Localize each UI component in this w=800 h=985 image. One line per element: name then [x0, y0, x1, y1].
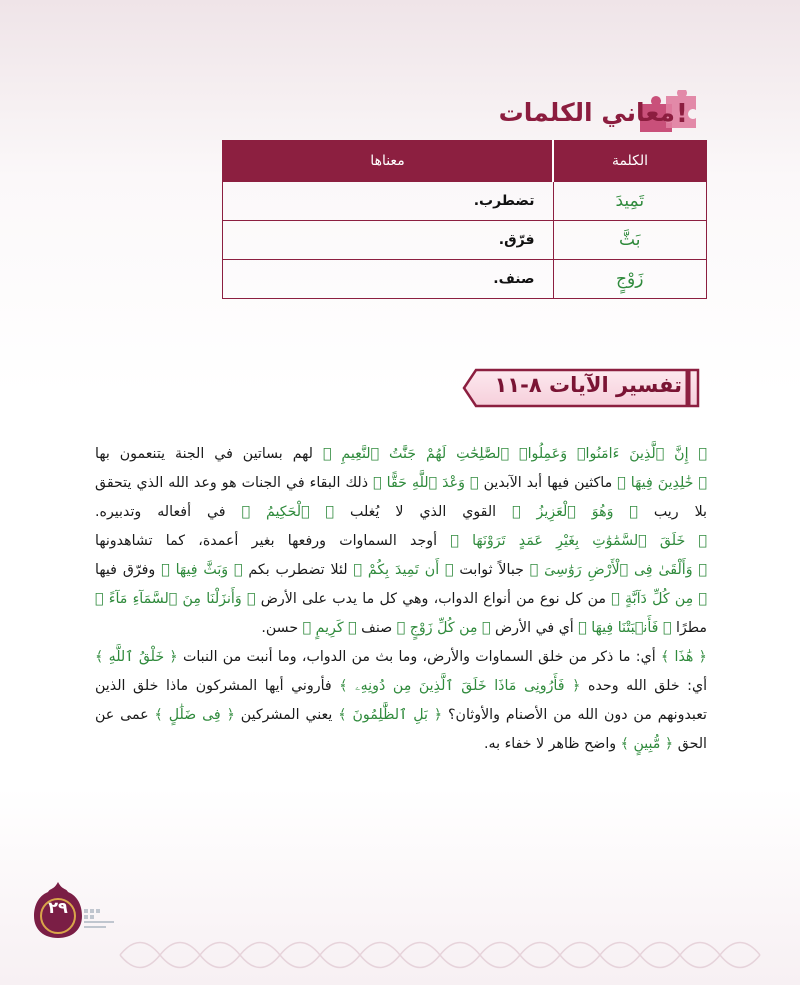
- quran-verse: ﴿ وَأَلْقَىٰ فِى ٱلْأَرْضِ رَوَٰسِىَ ﴾: [529, 562, 708, 578]
- explanation-text: وفرّق فيها: [95, 562, 162, 578]
- explanation-text: ماكثين فيها أبد الآبدين: [478, 475, 618, 491]
- word-cell: بَثَّ: [553, 221, 707, 260]
- explanation-text: أوجد السماوات ورفعها بغير أعمدة، كما تشاهدونها: [95, 533, 451, 549]
- quran-verse: ﴿ كَرِيمٍ ﴾: [302, 620, 357, 636]
- paragraph-2: [95, 643, 707, 759]
- meaning-cell: صنف.: [223, 260, 554, 299]
- explanation-text: عمى عن الحق: [95, 707, 707, 752]
- tafsir-section-title: تفسير الآيات ٨-١١: [494, 373, 682, 397]
- table-header-row: [223, 141, 707, 182]
- column-header-meaning: معناها: [223, 141, 554, 182]
- decorative-ornament: [0, 925, 800, 985]
- quran-verse: ﴿ مِن كُلِّ دَآبَّةٍ ﴾: [611, 591, 708, 607]
- svg-text:!: !: [676, 99, 688, 129]
- paragraph-1: [95, 440, 707, 643]
- column-header-word: الكلمة: [553, 141, 707, 182]
- quran-verse: ﴿ خَٰلِدِينَ فِيهَا ﴾: [617, 475, 708, 491]
- vocab-table: [222, 140, 707, 299]
- quran-verse: ﴿ فَأَرُونِى مَاذَا خَلَقَ ٱلَّذِينَ مِن دُونِهِۦ ﴾: [339, 678, 581, 694]
- explanation-text: أي: ما ذكر من خلق السماوات والأرض، وما بث من الدواب، وما أنبت من النبات: [177, 649, 661, 665]
- quran-verse: ﴿ مُّبِينٍ ﴾: [620, 736, 674, 752]
- vocab-section-title: معاني الكلمات: [498, 98, 675, 127]
- quran-verse: ﴿ بَلِ ٱلظَّٰلِمُونَ ﴾: [338, 707, 443, 723]
- quran-verse: ﴿ أَن تَمِيدَ بِكُمْ ﴾: [353, 562, 454, 578]
- explanation-text: واضح ظاهر لا خفاء به.: [484, 736, 621, 752]
- word-cell: زَوْجٍ: [553, 260, 707, 299]
- quran-verse: ﴿ وَأَنزَلْنَا مِنَ ٱلسَّمَآءِ مَآءً ﴾: [95, 591, 256, 607]
- quran-verse: ﴿ إِنَّ ٱلَّذِينَ ءَامَنُوا۟ وَعَمِلُوا۟ ٱلصَّٰلِحَٰتِ لَهُمْ جَنَّٰتُ ٱلنَّعِيمِ ﴾: [322, 446, 707, 462]
- explanation-text: أي: خلق الله وحده: [580, 678, 708, 694]
- table-row: [223, 221, 707, 260]
- tafsir-body: [95, 440, 707, 759]
- quran-verse: ﴿ وَهُوَ ٱلْعَزِيزُ ﴾: [512, 504, 638, 520]
- explanation-text: صنف: [356, 620, 397, 636]
- quran-verse: ﴿ وَعْدَ ٱللَّهِ حَقًّا ﴾: [373, 475, 479, 491]
- explanation-text: القوي الذي لا يُغلب: [334, 504, 513, 520]
- quran-verse: ﴿ فَأَنۢبَتْنَا فِيهَا ﴾: [578, 620, 672, 636]
- meaning-cell: تضطرب.: [223, 182, 554, 221]
- quran-verse: ﴿ هَٰذَا ﴾: [660, 649, 707, 665]
- explanation-text: مطرًا: [671, 620, 707, 636]
- quran-verse: ﴿ مِن كُلِّ زَوْجٍ ﴾: [396, 620, 491, 636]
- explanation-text: جبالاً ثوابت: [453, 562, 530, 578]
- explanation-text: لئلا تضطرب بكم: [242, 562, 354, 578]
- explanation-text: حسن.: [261, 620, 303, 636]
- explanation-text: فأروني أيها المشركون ماذا خلق الذين تعبدونهم من دون الله من الأصنام والأوثان؟: [95, 678, 707, 723]
- explanation-text: لهم بساتين في الجنة يتنعمون بها: [95, 446, 323, 462]
- word-cell: تَمِيدَ: [553, 182, 707, 221]
- meaning-cell: فرّق.: [223, 221, 554, 260]
- quran-verse: ﴿ خَلْقُ ٱللَّهِ ﴾: [95, 649, 178, 665]
- explanation-text: من كل نوع من أنواع الدواب، وهي كل ما يدب على الأرض: [255, 591, 612, 607]
- quran-verse: ﴿ خَلَقَ ٱلسَّمَٰوَٰتِ بِغَيْرِ عَمَدٍ تَرَوْنَهَا ﴾: [450, 533, 707, 549]
- page-number: ٢٩: [48, 898, 68, 917]
- explanation-text: ذلك البقاء في الجنات هو وعد الله الذي يتحقق بلا ريب: [95, 475, 707, 520]
- explanation-text: يعني المشركين: [234, 707, 339, 723]
- table-row: [223, 182, 707, 221]
- quran-verse: ﴿ وَبَثَّ فِيهَا ﴾: [161, 562, 243, 578]
- table-row: [223, 260, 707, 299]
- quran-verse: ﴿ ٱلْحَكِيمُ ﴾: [241, 504, 335, 520]
- explanation-text: في أفعاله وتدبيره.: [95, 504, 242, 520]
- quran-verse: ﴿ فِى ضَلَٰلٍ ﴾: [154, 707, 235, 723]
- explanation-text: أي في الأرض: [490, 620, 579, 636]
